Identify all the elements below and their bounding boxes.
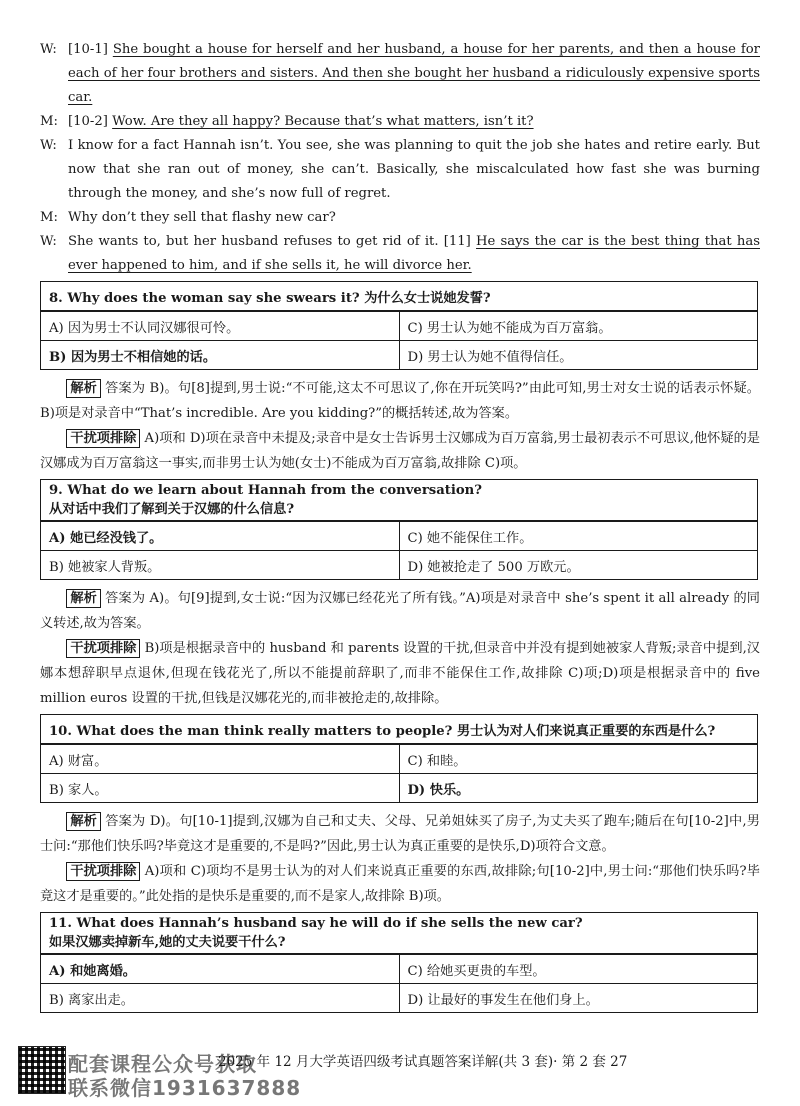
- option-d: D) 让最好的事发生在他们身上。: [399, 984, 758, 1013]
- dialogue-text: Why don’t they sell that flashy new car?: [68, 210, 336, 225]
- speaker-label: W:: [40, 138, 57, 153]
- option-c: C) 男士认为她不能成为百万富翁。: [399, 311, 758, 341]
- dialogue-line: [40, 134, 760, 206]
- speaker-label: M:: [40, 210, 58, 225]
- analysis-text: 答案为 A)。句[9]提到,女士说:“因为汉娜已经花光了所有钱。”A)项是对录音中 she’s spent it all already 的同义转述,故为答案。: [40, 591, 760, 631]
- question-11-english: 11. What does Hannah’s husband say he will do if she sells the new car?: [49, 916, 583, 931]
- footer-page-info: 2025 年 12 月大学英语四级考试真题答案详解(共 3 套)· 第 2 套 27: [218, 1054, 628, 1070]
- underlined-sentence: She bought a house for herself and her husband, a house for her parents, and then a house for each of her four brothers and sisters. And then she bought her husband a ridiculously expensive sports car.: [68, 42, 760, 105]
- question-9-title: [41, 480, 758, 522]
- speaker-label: W:: [40, 234, 57, 249]
- analysis-paragraph: [40, 809, 760, 859]
- question-9-english: 9. What do we learn about Hannah from the conversation?: [49, 483, 482, 498]
- underlined-sentence: He says the car is the best thing that has ever happened to him, and if she sells it, he will divorce her.: [68, 234, 760, 273]
- question-10-table: [40, 714, 758, 803]
- page-content: [40, 38, 760, 1019]
- underlined-sentence: Wow. Are they all happy? Because that’s what matters, isn’t it?: [112, 114, 534, 129]
- dialogue-line: [40, 110, 760, 134]
- sentence-tag: [10-2]: [68, 114, 108, 129]
- option-d: D) 男士认为她不值得信任。: [399, 341, 758, 370]
- question-11-table: [40, 912, 758, 1013]
- dialogue-line: [40, 206, 760, 230]
- option-a: A) 财富。: [41, 744, 400, 774]
- analysis-text: 答案为 D)。句[10-1]提到,汉娜为自己和丈夫、父母、兄弟姐妹买了房子,为丈夫买了跑车;随后在句[10-2]中,男士问:“那他们快乐吗?毕竟这才是重要的,不是吗?”因此,男士认为真正重要的是快乐,D)项符合文意。: [40, 814, 760, 854]
- promo-watermark-line2: 联系微信1931637888: [68, 1076, 302, 1100]
- option-c: C) 和睦。: [399, 744, 758, 774]
- option-b-answer: B) 因为男士不相信她的话。: [41, 341, 400, 370]
- question-11-title: [41, 913, 758, 955]
- sentence-tag: [11]: [443, 234, 471, 249]
- analysis-text: 答案为 B)。句[8]提到,男士说:“不可能,这太不可思议了,你在开玩笑吗?”由此可知,男士对女士说的话表示怀疑。B)项是对录音中“That’s incredible. Are you kidding?”的概括转述,故为答案。: [40, 381, 760, 421]
- sentence-tag: [10-1]: [68, 42, 108, 57]
- distractor-paragraph: [40, 636, 760, 711]
- promo-watermark-line1: 配套课程公众号获取: [68, 1052, 257, 1076]
- analysis-label: 解析: [66, 379, 100, 398]
- analysis-paragraph: [40, 586, 760, 636]
- question-10-title: 10. What does the man think really matters to people? 男士认为对人们来说真正重要的东西是什么?: [41, 715, 758, 745]
- option-c: C) 给她买更贵的车型。: [399, 954, 758, 984]
- question-11-chinese: 如果汉娜卖掉新车,她的丈夫说要干什么?: [49, 935, 286, 950]
- distractor-paragraph: [40, 859, 760, 909]
- dialogue-text: I know for a fact Hannah isn’t. You see, she was planning to quit the job she hates and retire early. But now that she ran out of money, she can’t. Basically, she miscalculated how fast she was burning through the money, and she’s now full of regret.: [68, 138, 760, 201]
- distractor-label: 干扰项排除: [66, 862, 140, 881]
- option-b: B) 家人。: [41, 774, 400, 803]
- option-c: C) 她不能保住工作。: [399, 521, 758, 551]
- question-9-table: [40, 479, 758, 580]
- qr-code-icon: [18, 1046, 66, 1094]
- dialogue-line: [40, 38, 760, 110]
- speaker-label: W:: [40, 42, 57, 57]
- analysis-label: 解析: [66, 812, 100, 831]
- analysis-paragraph: [40, 376, 760, 426]
- speaker-label: M:: [40, 114, 58, 129]
- analysis-label: 解析: [66, 589, 100, 608]
- distractor-text: A)项和 C)项均不是男士认为的对人们来说真正重要的东西,故排除;句[10-2]中,男士问:“那他们快乐吗?毕竟这才是重要的。”此处指的是快乐是重要的,而不是家人,故排除 B)项。: [40, 864, 760, 904]
- question-9-chinese: 从对话中我们了解到关于汉娜的什么信息?: [49, 502, 295, 517]
- distractor-text: A)项和 D)项在录音中未提及;录音中是女士告诉男士汉娜成为百万富翁,男士最初表示不可思议,他怀疑的是汉娜成为百万富翁这一事实,而非男士认为她(女士)不能成为百万富翁,故排除 C)项。: [40, 431, 760, 471]
- option-b: B) 她被家人背叛。: [41, 551, 400, 580]
- option-d: D) 她被抢走了 500 万欧元。: [399, 551, 758, 580]
- distractor-text: B)项是根据录音中的 husband 和 parents 设置的干扰,但录音中并没有提到她被家人背叛;录音中提到,汉娜本想辞职早点退休,但现在钱花光了,所以不能提前辞职了,而非不能保住工作,故排除 C)项;D)项是根据录音中的 five million euros 设置的干扰,但钱是汉娜花光的,而非被抢走的,故排除。: [40, 641, 760, 706]
- distractor-label: 干扰项排除: [66, 429, 140, 448]
- distractor-label: 干扰项排除: [66, 639, 140, 658]
- question-8-title: 8. Why does the woman say she swears it? 为什么女士说她发誓?: [41, 282, 758, 312]
- distractor-paragraph: [40, 426, 760, 476]
- option-b: B) 离家出走。: [41, 984, 400, 1013]
- option-a: A) 因为男士不认同汉娜很可怜。: [41, 311, 400, 341]
- dialogue-line: [40, 230, 760, 278]
- dialogue-text: She wants to, but her husband refuses to get rid of it.: [68, 234, 439, 249]
- page-footer: [18, 1046, 778, 1100]
- option-a-answer: A) 和她离婚。: [41, 954, 400, 984]
- option-d-answer: D) 快乐。: [399, 774, 758, 803]
- question-8-table: [40, 281, 758, 370]
- option-a-answer: A) 她已经没钱了。: [41, 521, 400, 551]
